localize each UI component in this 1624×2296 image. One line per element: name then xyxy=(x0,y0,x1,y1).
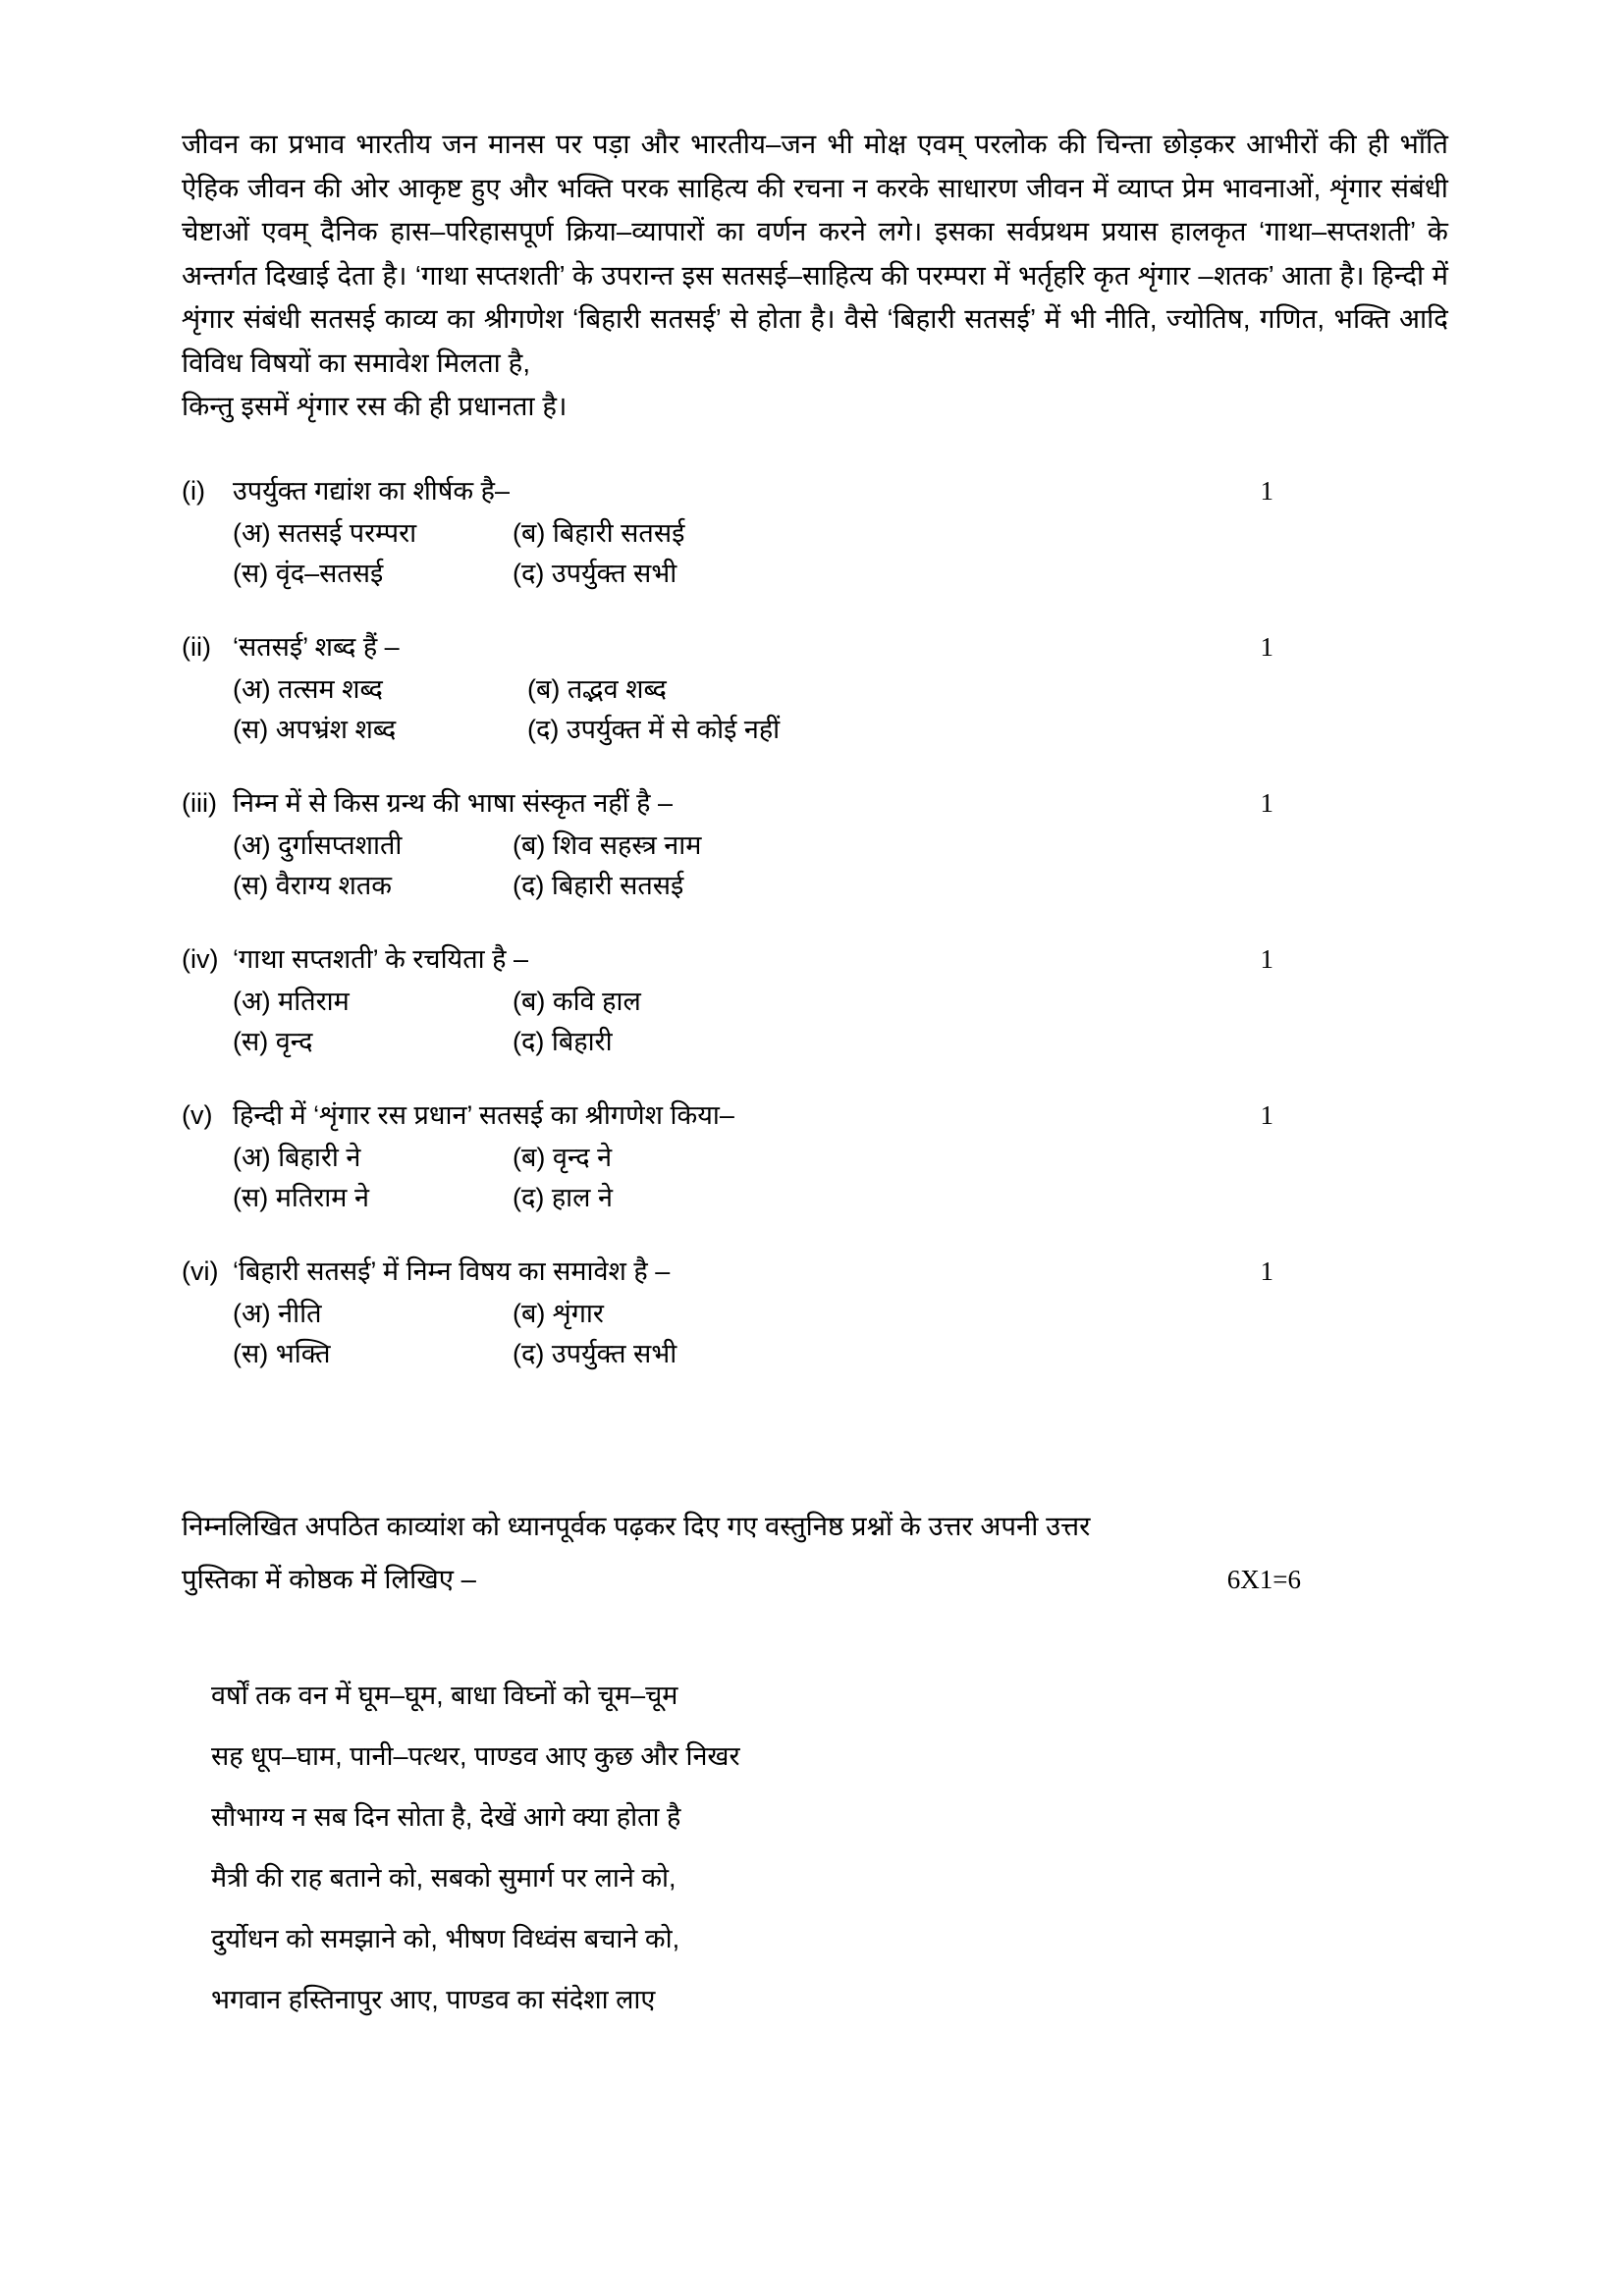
question-item xyxy=(182,938,1448,1062)
question-number: (vi) xyxy=(182,1255,219,1286)
question-heading xyxy=(182,1251,1448,1292)
question-item xyxy=(182,782,1448,906)
poem-line: सौभाग्य न सब दिन सोता है, देखें आगे क्या होता है xyxy=(211,1801,681,1832)
question-text: ‘गाथा सप्तशती’ के रचयिता है – xyxy=(233,943,528,974)
poem-line: भगवान हस्तिनापुर आए, पाण्डव का संदेशा लाए xyxy=(211,1984,656,2014)
question-heading xyxy=(182,626,1448,667)
option-d[interactable]: (द) उपर्युक्त सभी xyxy=(513,1338,677,1368)
options-group xyxy=(182,669,1448,750)
options-group xyxy=(182,1138,1448,1218)
question-item xyxy=(182,1251,1448,1374)
page-content xyxy=(182,123,1448,2030)
question-number: (i) xyxy=(182,475,205,506)
option-a[interactable]: (अ) दुर्गासप्तशाती xyxy=(233,829,403,860)
options-row xyxy=(233,554,1448,594)
option-c[interactable]: (स) वैराग्य शतक xyxy=(233,870,393,900)
option-b[interactable]: (ब) शिव सहस्त्र नाम xyxy=(513,829,702,860)
option-a[interactable]: (अ) तत्सम शब्द xyxy=(233,673,383,704)
options-row xyxy=(233,866,1448,906)
question-text: उपर्युक्त गद्यांश का शीर्षक है– xyxy=(233,475,511,506)
option-b[interactable]: (ब) तद्भव शब्द xyxy=(527,673,667,704)
options-row xyxy=(233,1334,1448,1374)
question-item xyxy=(182,1095,1448,1218)
instruction-line-2: पुस्तिका में कोष्ठक में लिखिए – xyxy=(182,1563,476,1594)
option-d[interactable]: (द) हाल ने xyxy=(513,1182,613,1212)
question-marks: 1 xyxy=(1260,1255,1273,1286)
option-c[interactable]: (स) अपभ्रंश शब्द xyxy=(233,714,397,744)
options-row xyxy=(233,1178,1448,1218)
question-marks: 1 xyxy=(1260,1099,1273,1130)
options-group xyxy=(182,826,1448,906)
option-a[interactable]: (अ) मतिराम xyxy=(233,986,350,1016)
option-b[interactable]: (ब) वृन्द ने xyxy=(513,1142,613,1172)
instruction-line-1: निम्नलिखित अपठित काव्यांश को ध्यानपूर्वक पढ़कर दिए गए वस्तुनिष्ठ प्रश्नों के उत्तर अपनी उत्तर xyxy=(182,1510,1091,1541)
poem-line: मैत्री की राह बताने को, सबको सुमार्ग पर लाने को, xyxy=(211,1862,677,1893)
poem-line: दुर्योधन को समझाने को, भीषण विध्वंस बचाने को, xyxy=(211,1923,680,1953)
question-item xyxy=(182,470,1448,594)
option-c[interactable]: (स) मतिराम ने xyxy=(233,1182,369,1212)
poem-line: सह धूप–घाम, पानी–पत्थर, पाण्डव आए कुछ और निखर xyxy=(211,1740,740,1771)
question-text: हिन्दी में ‘शृंगार रस प्रधान’ सतसई का श्रीगणेश किया– xyxy=(233,1099,734,1130)
option-b[interactable]: (ब) बिहारी सतसई xyxy=(513,517,685,548)
option-d[interactable]: (द) बिहारी सतसई xyxy=(513,870,684,900)
options-row xyxy=(233,826,1448,866)
question-heading xyxy=(182,470,1448,511)
reading-passage xyxy=(182,123,1448,429)
option-a[interactable]: (अ) नीति xyxy=(233,1298,322,1328)
instruction-marks: 6X1=6 xyxy=(1226,1564,1301,1594)
option-c[interactable]: (स) वृन्द xyxy=(233,1026,313,1056)
options-row xyxy=(233,1138,1448,1178)
question-text: ‘बिहारी सतसई’ में निम्न विषय का समावेश है – xyxy=(233,1255,671,1286)
question-item xyxy=(182,626,1448,750)
question-marks: 1 xyxy=(1260,631,1273,662)
option-c[interactable]: (स) भक्ति xyxy=(233,1338,331,1368)
options-row xyxy=(233,710,1448,750)
question-number: (ii) xyxy=(182,631,211,662)
options-row xyxy=(233,513,1448,554)
option-c[interactable]: (स) वृंद–सतसई xyxy=(233,558,384,588)
option-b[interactable]: (ब) कवि हाल xyxy=(513,986,641,1016)
option-d[interactable]: (द) बिहारी xyxy=(513,1026,613,1056)
options-group xyxy=(182,1294,1448,1374)
questions-list xyxy=(182,470,1448,1374)
question-number: (iii) xyxy=(182,787,217,818)
question-marks: 1 xyxy=(1260,475,1273,506)
question-marks: 1 xyxy=(1260,787,1273,818)
instruction-block xyxy=(182,1500,1448,1606)
question-heading xyxy=(182,782,1448,824)
question-number: (iv) xyxy=(182,943,219,974)
options-group xyxy=(182,982,1448,1062)
option-b[interactable]: (ब) शृंगार xyxy=(513,1298,604,1328)
passage-body: जीवन का प्रभाव भारतीय जन मानस पर पड़ा और भारतीय–जन भी मोक्ष एवम् परलोक की चिन्ता छोड़कर आभीरों की ही भाँति ऐहिक जीवन की ओर आकृष्ट हुए और भक्ति परक साहित्य की रचना न करके साधारण जीवन में व्याप्त प्रेम भावनाओं, शृंगार संबंधी चेष्टाओं एवम् दैनिक हास–परिहासपूर्ण क्रिया–व्यापारों का वर्णन करने लगे। इसका सर्वप्रथम प्रयास हालकृत ‘गाथा–सप्तशती’ के अन्तर्गत दिखाई देता है। ‘गाथा सप्तशती’ के उपरान्त इस सतसई–साहित्य की परम्परा में भर्तृहरि कृत शृंगार –शतक’ आता है। हिन्दी में शृंगार संबंधी सतसई काव्य का श्रीगणेश ‘बिहारी सतसई’ से होता है। वैसे ‘बिहारी सतसई’ में भी नीति, ज्योतिष, गणित, भक्ति आदि विविध विषयों का समावेश मिलता है, xyxy=(182,129,1448,378)
question-text: निम्न में से किस ग्रन्थ की भाषा संस्कृत नहीं है – xyxy=(233,787,673,818)
option-a[interactable]: (अ) सतसई परम्परा xyxy=(233,517,417,548)
question-marks: 1 xyxy=(1260,943,1273,974)
poem-block xyxy=(182,1665,1448,2030)
question-text: ‘सतसई’ शब्द हैं – xyxy=(233,631,400,662)
options-row xyxy=(233,1022,1448,1062)
option-a[interactable]: (अ) बिहारी ने xyxy=(233,1142,361,1172)
options-row xyxy=(233,1294,1448,1334)
options-group xyxy=(182,513,1448,594)
option-d[interactable]: (द) उपर्युक्त सभी xyxy=(513,558,677,588)
passage-last-line: किन्तु इसमें शृंगार रस की ही प्रधानता है। xyxy=(182,391,568,421)
option-d[interactable]: (द) उपर्युक्त में से कोई नहीं xyxy=(527,714,781,744)
options-row xyxy=(233,669,1448,710)
options-row xyxy=(233,982,1448,1022)
poem-line: वर्षों तक वन में घूम–घूम, बाधा विघ्नों को चूम–चूम xyxy=(211,1680,678,1710)
question-heading xyxy=(182,1095,1448,1136)
question-heading xyxy=(182,938,1448,980)
question-number: (v) xyxy=(182,1099,213,1130)
